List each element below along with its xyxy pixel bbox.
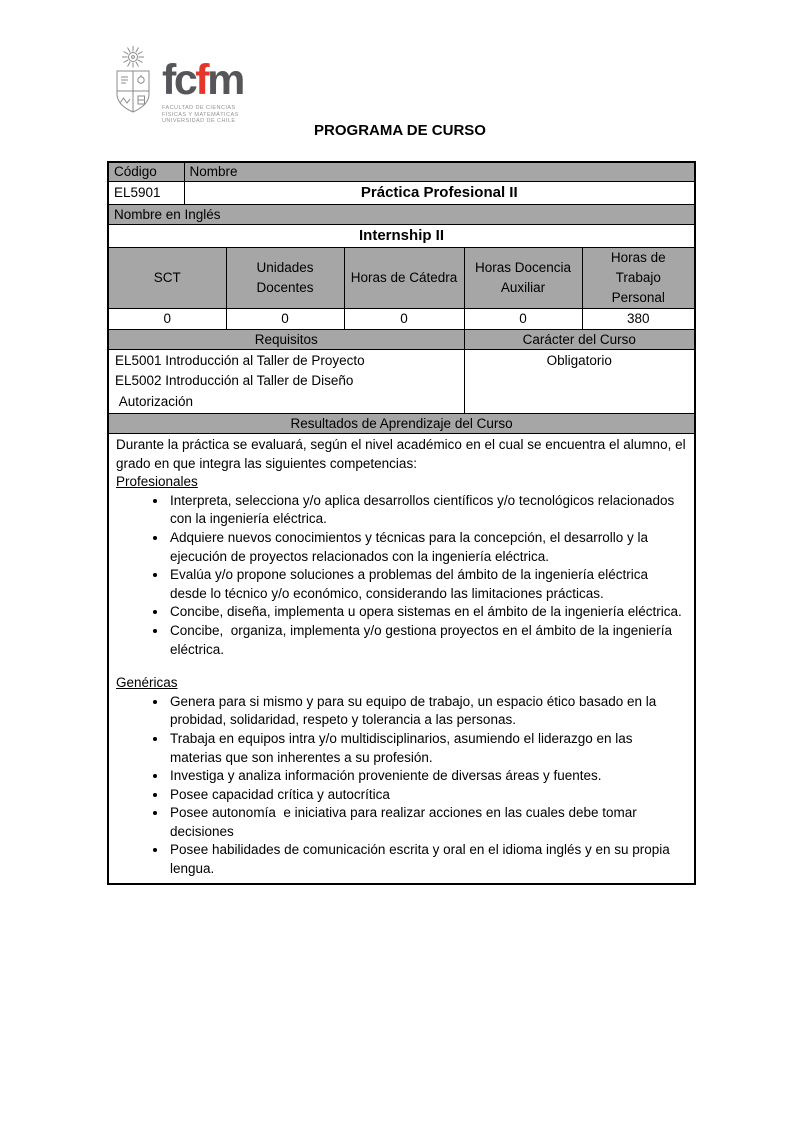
outcomes-bullet: • Genera para si mismo y para su equipo de trabajo, un espacio ético basado en la probidad, solidaridad, respeto y tolerancia a las personas.: [168, 693, 687, 730]
outcomes-bullet-list: [116, 492, 687, 659]
outcomes-bullet: • Interpreta, selecciona y/o aplica desarrollos científicos y/o tecnológicos relacionados con la ingeniería eléctrica.: [168, 492, 687, 529]
horas-trabajo-header-cell: Horas de Trabajo Personal: [582, 247, 695, 308]
page-title: PROGRAMA DE CURSO: [314, 122, 486, 139]
codigo-value-cell: EL5901: [108, 181, 184, 204]
outcomes-section-heading: Genéricas: [116, 675, 178, 691]
nombre-label-cell: Nombre: [184, 162, 695, 181]
sct-header-cell: SCT: [108, 247, 226, 308]
learning-outcomes-cell: [108, 434, 695, 884]
outcomes-bullet: • Posee autonomía e iniciativa para realizar acciones en las cuales debe tomar decisiones: [168, 804, 687, 841]
unidades-docentes-header-cell: Unidades Docentes: [226, 247, 344, 308]
logo-text-block: [162, 58, 243, 125]
wordmark-part1: fc: [162, 56, 196, 104]
english-name-value-cell: Internship II: [108, 224, 695, 247]
outcomes-bullet: • Posee capacidad crítica y autocrítica: [168, 786, 687, 805]
course-table: [107, 161, 696, 885]
codigo-label-cell: Código: [108, 162, 184, 181]
outcomes-bullet: • Evalúa y/o propone soluciones a problemas del ámbito de la ingeniería eléctrica desde lo técnico y/o económico, considerando las limitaciones prácticas.: [168, 566, 687, 603]
logo-wordmark: [162, 58, 243, 102]
outcomes-bullet: • Concibe, organiza, implementa y/o gestiona proyectos en el ámbito de la ingeniería eléctrica.: [168, 622, 687, 659]
requisitos-label-cell: Requisitos: [108, 329, 464, 349]
learning-outcomes-sections: [116, 473, 687, 878]
caracter-label-cell: Carácter del Curso: [464, 329, 695, 349]
horas-catedra-value-cell: 0: [344, 308, 464, 329]
unidades-docentes-value-cell: 0: [226, 308, 344, 329]
outcomes-bullet: • Posee habilidades de comunicación escrita y oral en el idioma inglés y en su propia lengua.: [168, 841, 687, 878]
outcomes-bullet: • Concibe, diseña, implementa u opera sistemas en el ámbito de la ingeniería eléctrica.: [168, 603, 687, 622]
horas-docencia-value-cell: 0: [464, 308, 582, 329]
outcomes-section-heading: Profesionales: [116, 474, 198, 490]
outcomes-section: [116, 674, 687, 879]
horas-trabajo-value-cell: 380: [582, 308, 695, 329]
outcomes-bullet-list: [116, 693, 687, 879]
requisitos-line: EL5002 Introducción al Taller de Diseño: [115, 373, 354, 388]
course-name-cell: Práctica Profesional II: [184, 181, 695, 204]
outcomes-bullet: • Investiga y analiza información proveniente de diversas áreas y fuentes.: [168, 767, 687, 786]
requisitos-line: Autorización: [115, 393, 194, 409]
university-crest-icon: [112, 44, 157, 116]
outcomes-bullet: • Trabaja en equipos intra y/o multidisciplinarios, asumiendo el liderazgo en las materias que son inherentes a su profesión.: [168, 730, 687, 767]
outcomes-bullet: • Adquiere nuevos conocimientos y técnicas para la concepción, el desarrollo y la ejecución de proyectos relacionados con la ingeniería eléctrica.: [168, 529, 687, 566]
wordmark-accent: f: [195, 56, 208, 104]
logo-sub-line: FÍSICAS Y MATEMÁTICAS: [162, 111, 239, 118]
logo-sub-line: UNIVERSIDAD DE CHILE: [162, 118, 236, 124]
english-name-label-cell: Nombre en Inglés: [108, 204, 695, 224]
sct-value-cell: 0: [108, 308, 226, 329]
fcfm-logo: [112, 44, 243, 125]
requisitos-line: EL5001 Introducción al Taller de Proyecto: [115, 352, 365, 368]
horas-catedra-header-cell: Horas de Cátedra: [344, 247, 464, 308]
wordmark-part2: m: [207, 56, 243, 104]
caracter-value-cell: Obligatorio: [464, 349, 695, 414]
outcomes-section: [116, 473, 687, 659]
horas-docencia-header-cell: Horas Docencia Auxiliar: [464, 247, 582, 308]
outcomes-intro: Durante la práctica se evaluará, según el nivel académico en el cual se encuentra el alumno, el grado en que integra las siguientes competencias:: [116, 437, 686, 471]
requisitos-value-cell: [108, 349, 464, 414]
logo-sub-line: FACULTAD DE CIENCIAS: [162, 105, 236, 111]
resultados-header-cell: Resultados de Aprendizaje del Curso: [108, 414, 695, 434]
